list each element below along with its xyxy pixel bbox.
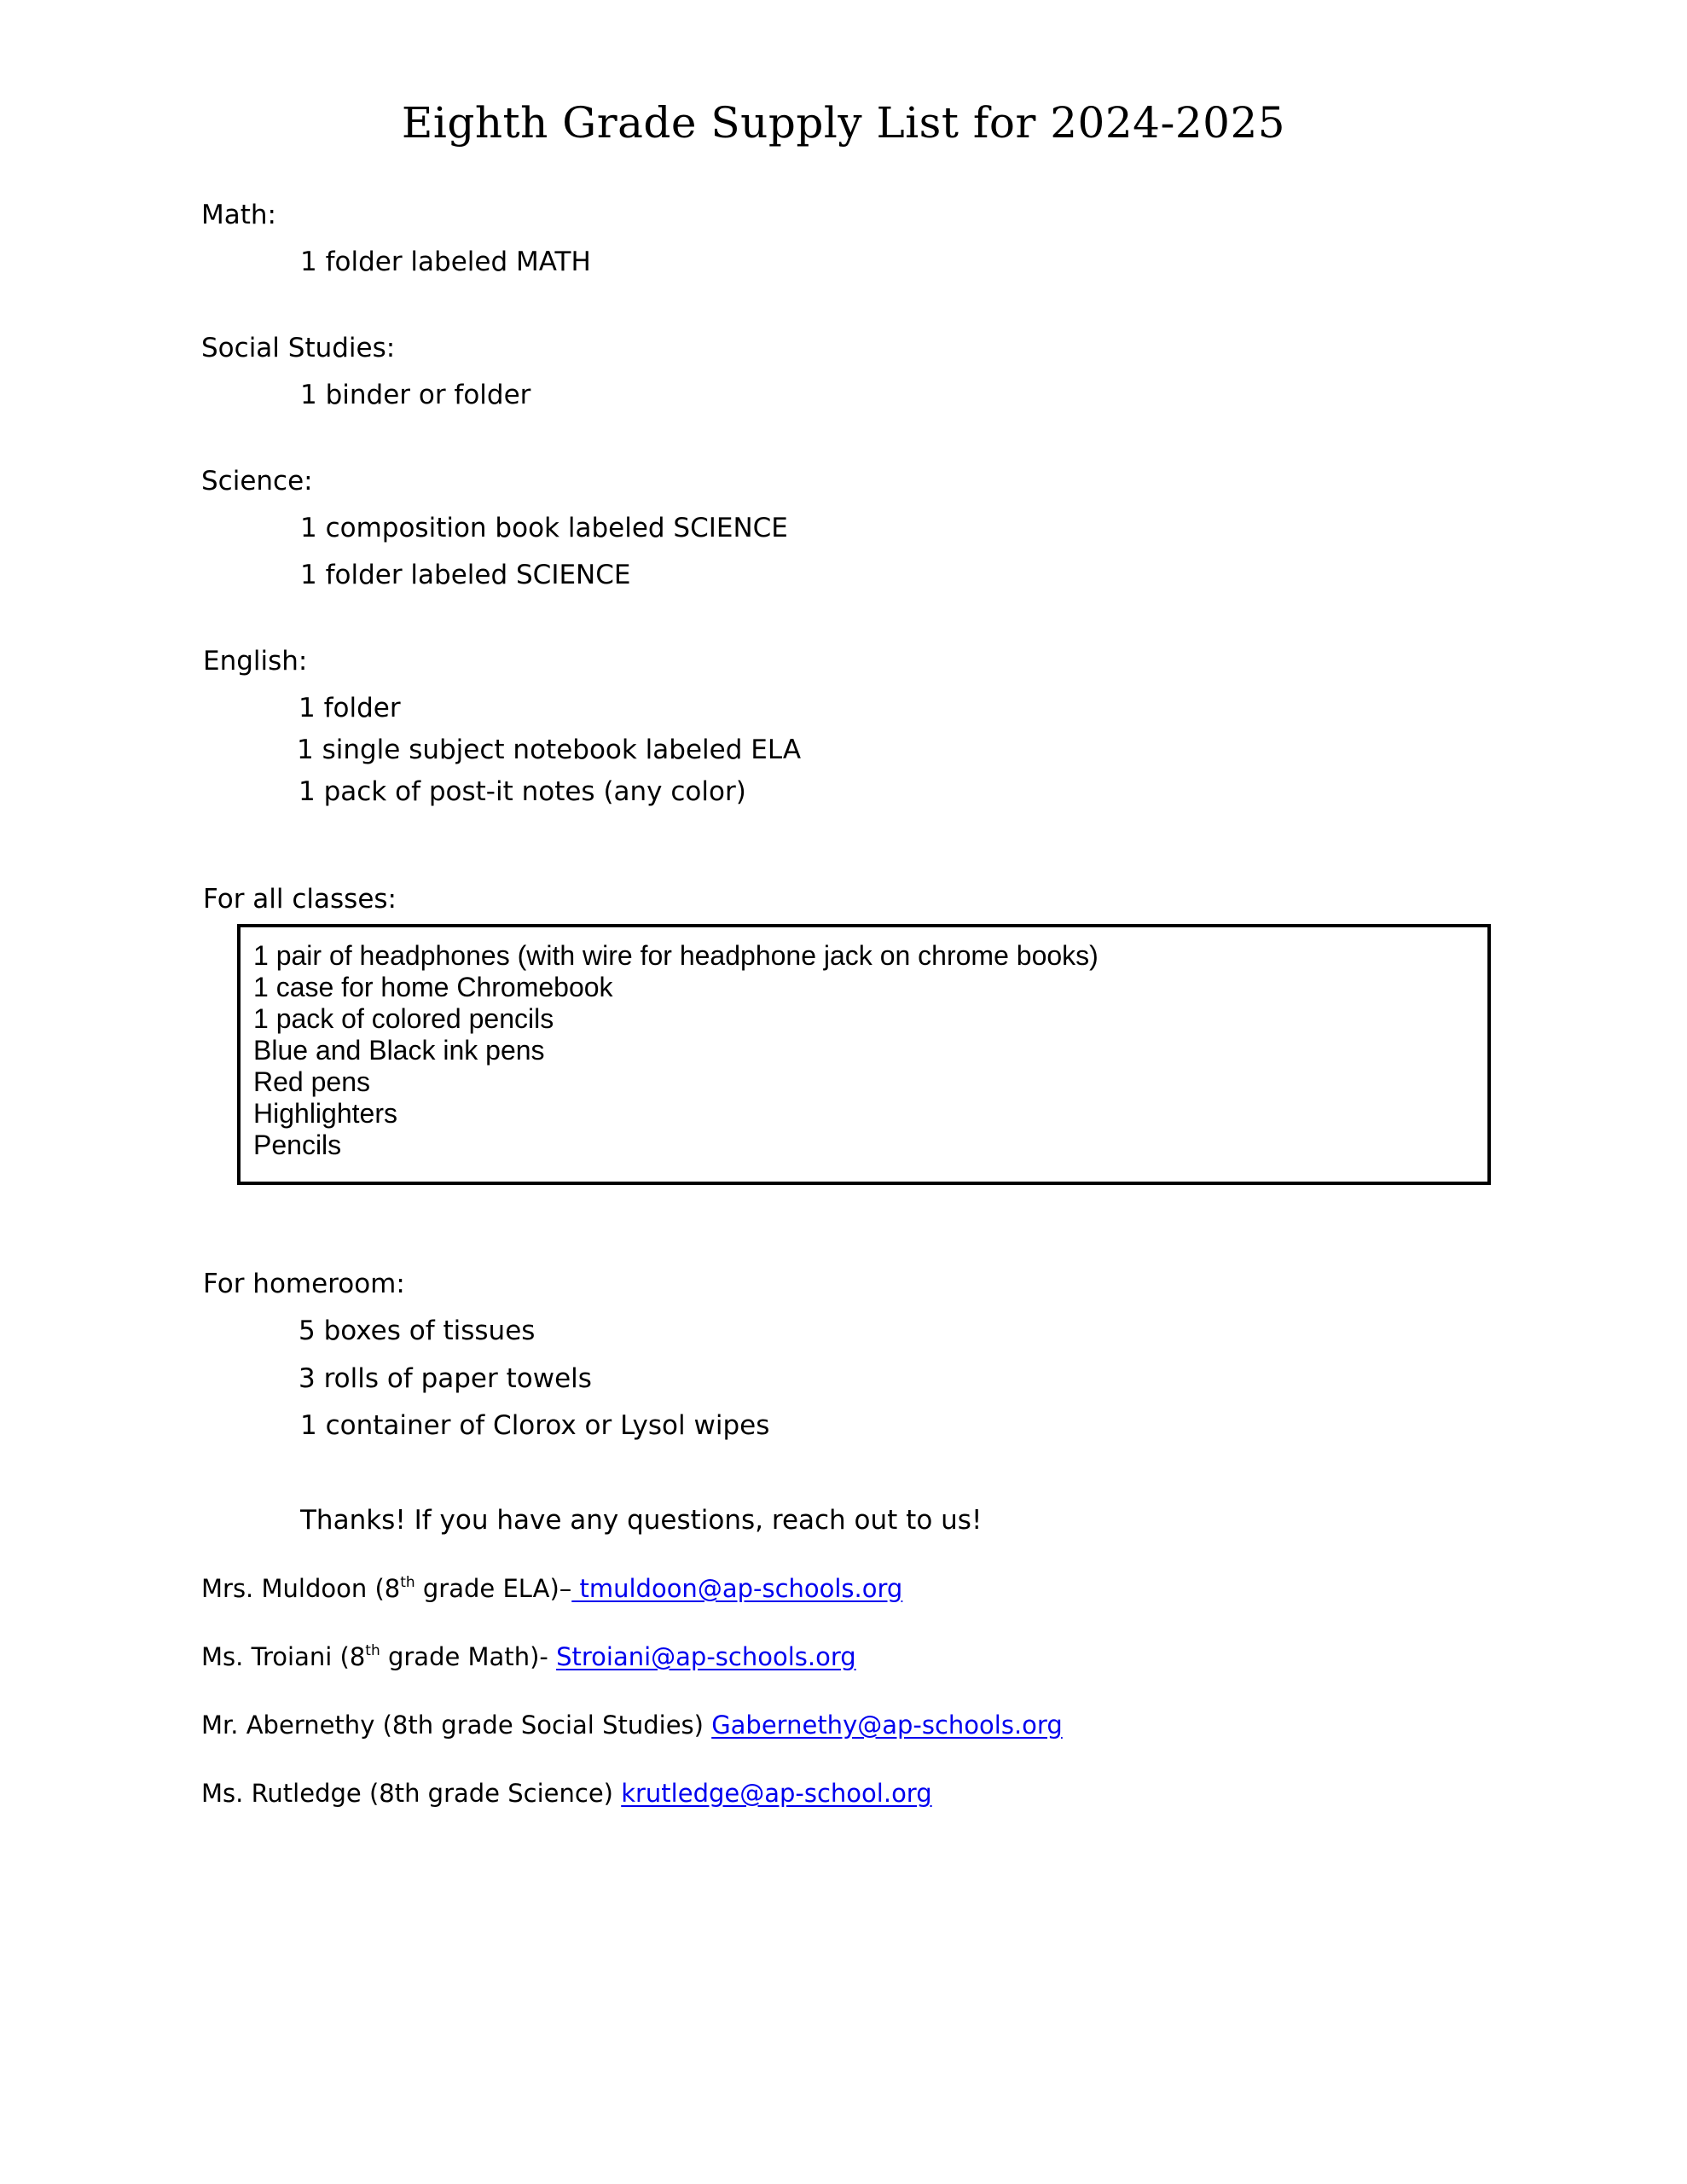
email-link-troiani[interactable]: Stroiani@ap-schools.org xyxy=(556,1642,856,1671)
contact-troiani xyxy=(201,1641,856,1673)
section-heading-homeroom: For homeroom: xyxy=(203,1269,405,1299)
section-heading-english: English: xyxy=(203,646,308,677)
list-item: 3 rolls of paper towels xyxy=(299,1363,592,1394)
box-list-item: 1 case for home Chromebook xyxy=(253,972,613,1002)
ordinal-suffix: th xyxy=(365,1642,380,1659)
thanks-note: Thanks! If you have any questions, reach out to us! xyxy=(300,1505,983,1536)
email-link-rutledge[interactable]: krutledge@ap-school.org xyxy=(621,1779,932,1808)
contact-label: Ms. Rutledge (8th grade Science) xyxy=(201,1779,622,1808)
email-link-abernethy[interactable]: Gabernethy@ap-schools.org xyxy=(711,1711,1063,1740)
contact-label: grade Math)- xyxy=(380,1642,557,1671)
section-heading-all-classes: For all classes: xyxy=(203,884,397,915)
list-item: 1 composition book labeled SCIENCE xyxy=(300,513,788,543)
contact-muldoon xyxy=(201,1572,902,1605)
list-item: 1 binder or folder xyxy=(300,380,531,410)
box-list-item: Highlighters xyxy=(253,1098,397,1129)
ordinal-suffix: th xyxy=(400,1574,415,1591)
box-list-item: Red pens xyxy=(253,1066,370,1097)
section-heading-science: Science: xyxy=(201,466,313,497)
box-list-item: Blue and Black ink pens xyxy=(253,1035,545,1066)
all-classes-box xyxy=(237,924,1491,1185)
list-item: 1 pack of post-it notes (any color) xyxy=(299,776,746,807)
contact-label: Mrs. Muldoon (8 xyxy=(201,1574,401,1603)
list-item: 1 single subject notebook labeled ELA xyxy=(297,735,802,765)
contact-label: grade ELA)– xyxy=(415,1574,572,1603)
list-item: 5 boxes of tissues xyxy=(299,1316,536,1346)
list-item: 1 folder labeled SCIENCE xyxy=(300,560,631,590)
section-heading-social-studies: Social Studies: xyxy=(201,333,396,363)
box-list-item: Pencils xyxy=(253,1130,342,1160)
box-list-item: 1 pair of headphones (with wire for headphone jack on chrome books) xyxy=(253,940,1099,971)
list-item: 1 folder xyxy=(299,693,401,723)
section-heading-math: Math: xyxy=(201,200,276,230)
contact-label: Mr. Abernethy (8th grade Social Studies) xyxy=(201,1711,712,1740)
list-item: 1 folder labeled MATH xyxy=(300,247,591,277)
contact-rutledge xyxy=(201,1777,932,1809)
list-item: 1 container of Clorox or Lysol wipes xyxy=(300,1410,770,1441)
email-link-muldoon[interactable]: tmuldoon@ap-schools.org xyxy=(571,1574,903,1603)
contact-label: Ms. Troiani (8 xyxy=(201,1642,366,1671)
page-title: Eighth Grade Supply List for 2024-2025 xyxy=(401,98,1286,148)
box-list-item: 1 pack of colored pencils xyxy=(253,1003,554,1034)
contact-abernethy xyxy=(201,1709,1063,1741)
